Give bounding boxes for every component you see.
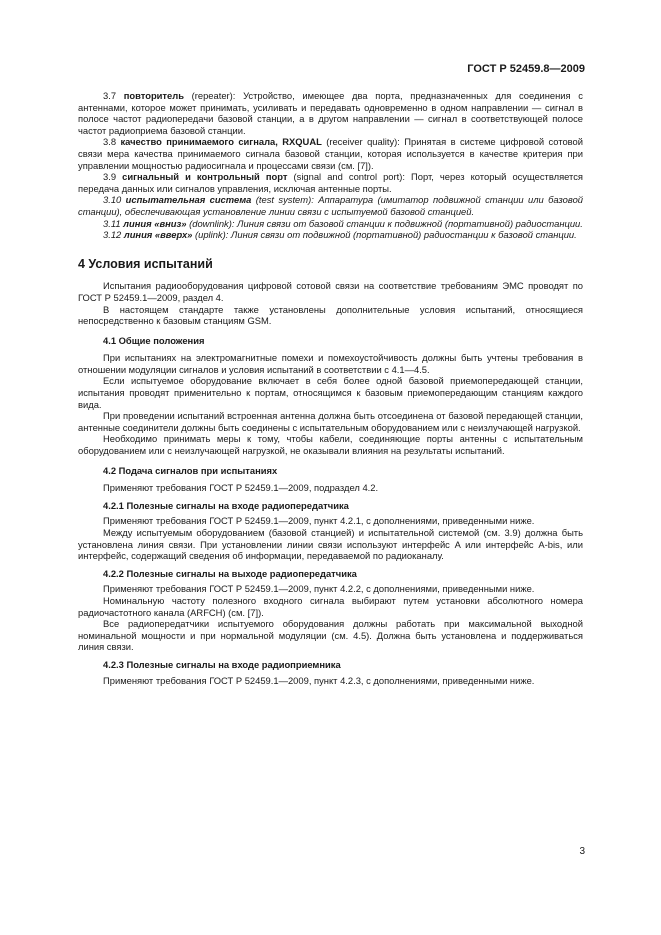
paragraph: При испытаниях на электромагнитные помехи и помехоустойчивость должны быть учтены требования в отношении модуляции сигналов и условия испытаний в соответствии с 4.1—4.5. bbox=[78, 352, 583, 375]
paragraph: При проведении испытаний встроенная антенна должна быть отсоединена от базовой передающей станции, антенные соединители должны быть соединены с испытательным оборудованием или с неизлучающей нагрузкой. bbox=[78, 410, 583, 433]
page-number: 3 bbox=[579, 846, 585, 857]
definition-text: (uplink): Линия связи от подвижной (портативной) радиостанции к базовой станции. bbox=[192, 229, 577, 241]
paragraph: В настоящем стандарте также установлены дополнительные условия испытаний, относящиеся непосредственно к базовым станциям GSM. bbox=[78, 303, 583, 327]
paragraph: Номинальную частоту полезного входного сигнала выбирают путем установки абсолютного номера радиочастотного канала (ARFCH) (см. [7]). bbox=[78, 594, 583, 618]
definition-term: качество принимаемого сигнала, RXQUAL bbox=[120, 136, 322, 148]
definition-term: сигнальный и контрольный порт bbox=[122, 171, 288, 183]
definition-3-8 bbox=[78, 136, 583, 171]
definition-text: (test system): Аппаратура (имитатор подвижной станции или базовой станции), обеспечивающая установление линии связи с испытуемой базовой станцией. bbox=[78, 194, 583, 217]
section-4-2-1-title: 4.2.1 Полезные сигналы на входе радиопередатчика bbox=[103, 499, 349, 511]
paragraph: Применяют требования ГОСТ Р 52459.1—2009, пункт 4.2.3, с дополнениями, приведенными ниже. bbox=[103, 674, 535, 686]
definitions-list bbox=[78, 90, 583, 241]
definition-3-12 bbox=[78, 229, 583, 241]
paragraph: Испытания радиооборудования цифровой сотовой связи на соответствие требованиям ЭМС проводят по ГОСТ Р 52459.1—2009, раздел 4. bbox=[78, 280, 583, 303]
paragraph: Необходимо принимать меры к тому, чтобы кабели, соединяющие порты антенны с испытательным оборудованием или с неизлучающей нагрузкой, не оказывали влияния на результаты испытаний. bbox=[78, 433, 583, 457]
definition-term: испытательная система bbox=[125, 194, 252, 206]
definition-text: (receiver quality): Принятая в системе цифровой сотовой связи мера качества принимаемого сигнала базовой станции, которая используется в качестве критерия при управлении мощностью радиосигнала и процессами связи (см. [7]). bbox=[78, 136, 583, 171]
page-body bbox=[78, 90, 583, 686]
paragraph: Между испытуемым оборудованием (базовой станцией) и испытательной системой (см. 3.9) должна быть установлена линия связи. При установлении линии связи используют интерфейс A или интерфейс A-bis, или интерфейс, содержащий сведения об информации, передаваемой по радиоканалу. bbox=[78, 527, 583, 562]
definition-3-7 bbox=[78, 90, 583, 136]
definition-term: линия «вверх» bbox=[123, 229, 193, 241]
section-4-2-2-title: 4.2.2 Полезные сигналы на выходе радиопередатчика bbox=[103, 567, 357, 579]
definition-number: 3.11 bbox=[103, 217, 121, 229]
definition-number: 3.8 bbox=[103, 136, 117, 148]
paragraph: Если испытуемое оборудование включает в себя более одной базовой приемопередающей станции, испытания проводят применительно к портам, относящимся к базовым приемопередающим станциям каждого вида. bbox=[78, 375, 583, 410]
definition-number: 3.12 bbox=[103, 229, 122, 241]
definition-number: 3.9 bbox=[103, 171, 117, 183]
definition-number: 3.10 bbox=[103, 194, 122, 206]
definition-term: повторитель bbox=[123, 90, 184, 101]
section-4-1-title: 4.1 Общие положения bbox=[103, 334, 205, 346]
paragraph: Все радиопередатчики испытуемого оборудования должны работать при максимальной выходной номинальной мощности и при нормальной модуляции (см. 4.5). Должна быть установлена и поддерживаться линия связи. bbox=[78, 618, 583, 653]
section-4-title: 4 Условия испытаний bbox=[78, 256, 213, 271]
definition-text: (downlink): Линия связи от базовой станции к подвижной (портативной) радиостанции. bbox=[186, 217, 583, 229]
paragraph: Применяют требования ГОСТ Р 52459.1—2009, пункт 4.2.2, с дополнениями, приведенными ниже. bbox=[103, 583, 535, 595]
paragraph: Применяют требования ГОСТ Р 52459.1—2009, пункт 4.2.1, с дополнениями, приведенными ниже. bbox=[103, 515, 535, 527]
document-id-header: ГОСТ Р 52459.8—2009 bbox=[467, 63, 585, 75]
paragraph: Применяют требования ГОСТ Р 52459.1—2009, подраздел 4.2. bbox=[103, 482, 379, 494]
definition-text: (repeater): Устройство, имеющее два порта, предназначенных для соединения с антеннами, которое может принимать, усиливать и передавать одновременно в одном направлении — сигнал в полосе частот радиопередачи базовой станции, а в другом направлении — сигнал в соответствующей полосе частот радиоприема базовой станции. bbox=[78, 90, 583, 136]
definition-3-9 bbox=[78, 171, 583, 194]
section-4-2-title: 4.2 Подача сигналов при испытаниях bbox=[103, 464, 278, 476]
definition-3-11 bbox=[78, 218, 583, 230]
definition-3-10 bbox=[78, 194, 583, 217]
section-4-2-3-title: 4.2.3 Полезные сигналы на входе радиоприемника bbox=[103, 658, 341, 670]
definition-number: 3.7 bbox=[103, 90, 117, 101]
definition-term: линия «вниз» bbox=[123, 217, 187, 229]
definition-text: (signal and control port): Порт, через который осуществляется передача данных или сигналов управления, исключая антенные порты. bbox=[78, 171, 583, 194]
